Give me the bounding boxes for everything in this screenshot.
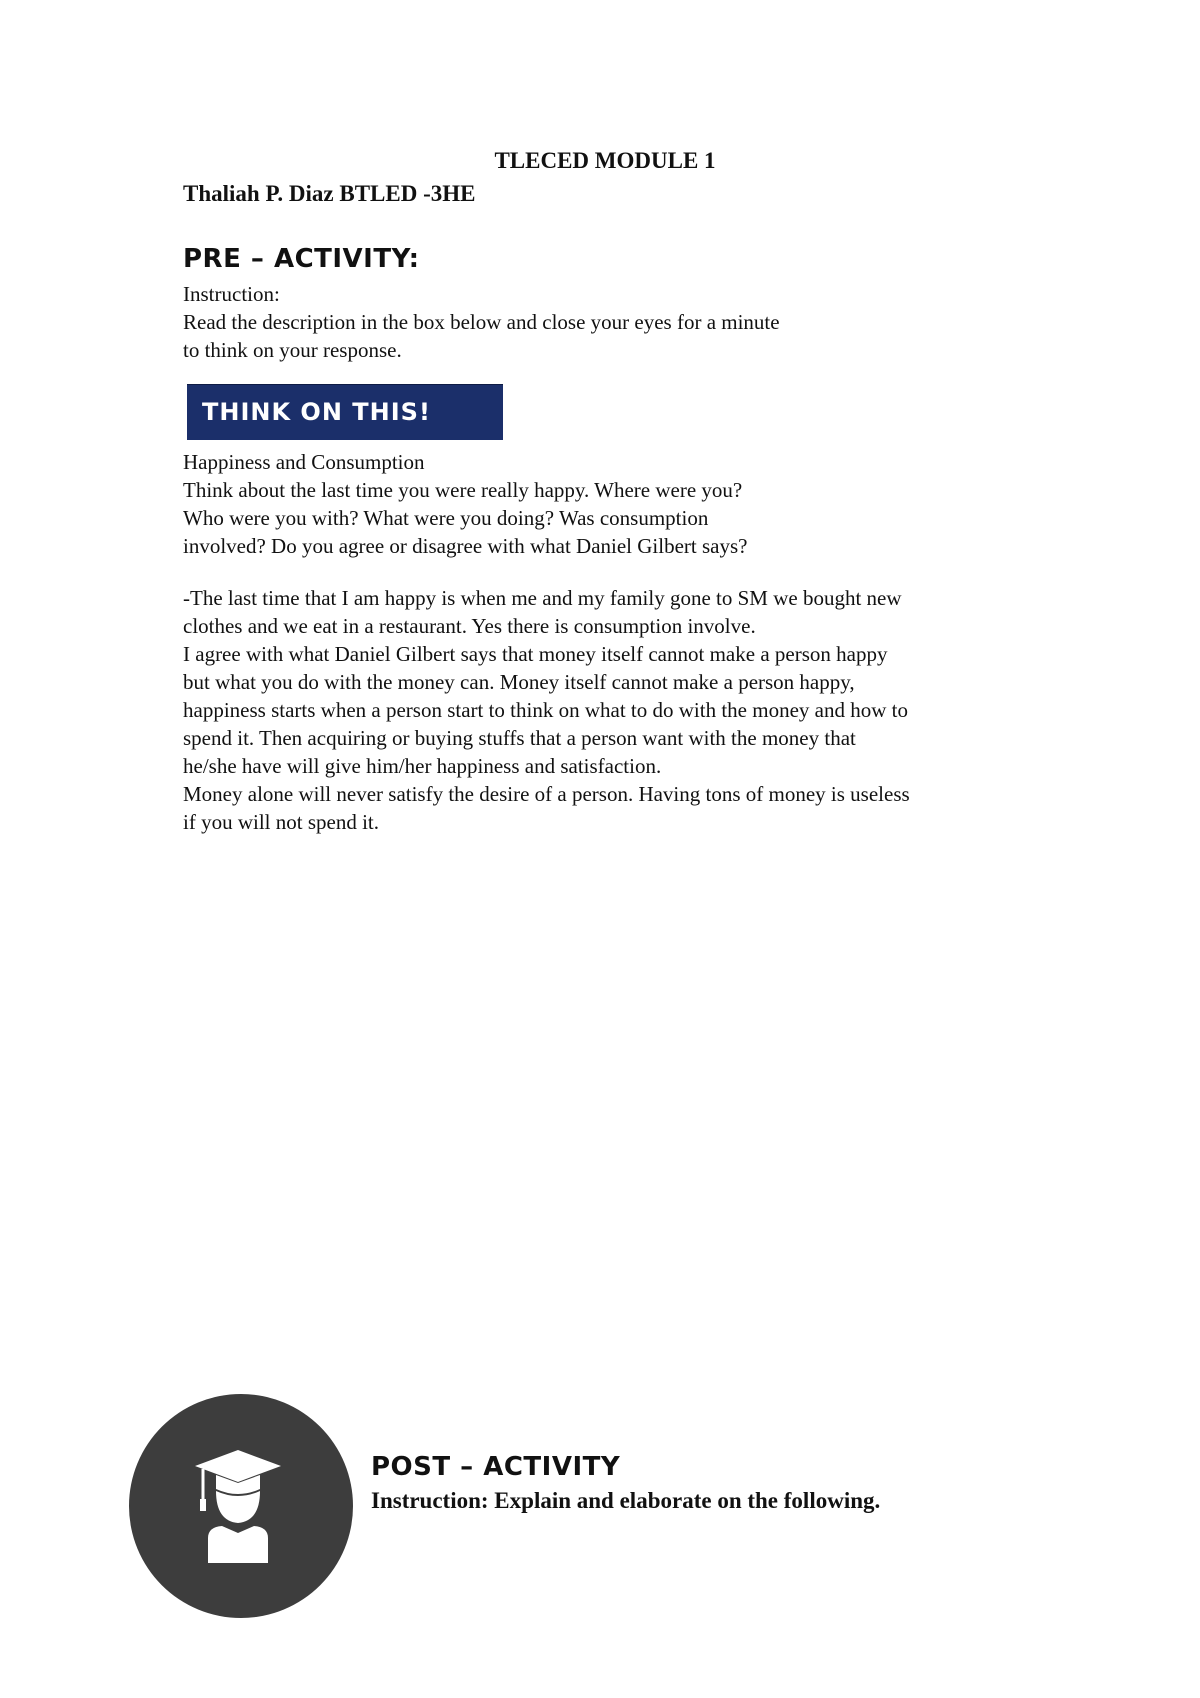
instruction-line: to think on your response. [183, 338, 402, 362]
instruction-line: Instruction: [183, 282, 280, 306]
post-activity-instruction: Instruction: Explain and elaborate on the following. [371, 1488, 881, 1513]
answer-line: if you will not spend it. [183, 810, 379, 834]
answer-text [183, 584, 1063, 836]
prompt-line: involved? Do you agree or disagree with what Daniel Gilbert says? [183, 534, 748, 558]
author-line: Thaliah P. Diaz BTLED -3HE [183, 181, 476, 206]
prompt-line: Who were you with? What were you doing? Was consumption [183, 506, 709, 530]
post-activity-heading: POST – ACTIVITY [371, 1452, 621, 1482]
answer-line: he/she have will give him/her happiness and satisfaction. [183, 754, 662, 778]
prompt-text [183, 448, 1063, 560]
answer-line: but what you do with the money can. Money itself cannot make a person happy, [183, 670, 855, 694]
prompt-line: Think about the last time you were really happy. Where were you? [183, 478, 743, 502]
answer-line: spend it. Then acquiring or buying stuffs that a person want with the money that [183, 726, 856, 750]
answer-line: I agree with what Daniel Gilbert says that money itself cannot make a person happy [183, 642, 888, 666]
prompt-line: Happiness and Consumption [183, 450, 425, 474]
think-on-this-banner [187, 384, 503, 440]
think-on-this-label: THINK ON THIS! [202, 398, 431, 426]
graduate-icon [128, 1393, 354, 1619]
answer-line: Money alone will never satisfy the desire of a person. Having tons of money is useless [183, 782, 910, 806]
answer-line: happiness starts when a person start to think on what to do with the money and how to [183, 698, 908, 722]
pre-activity-instructions [183, 280, 983, 364]
answer-line: -The last time that I am happy is when me and my family gone to SM we bought new [183, 586, 902, 610]
instruction-line: Read the description in the box below and close your eyes for a minute [183, 310, 780, 334]
pre-activity-heading: PRE – ACTIVITY: [183, 244, 420, 274]
answer-line: clothes and we eat in a restaurant. Yes there is consumption involve. [183, 614, 756, 638]
tassel [200, 1499, 206, 1511]
module-title: TLECED MODULE 1 [494, 148, 716, 173]
